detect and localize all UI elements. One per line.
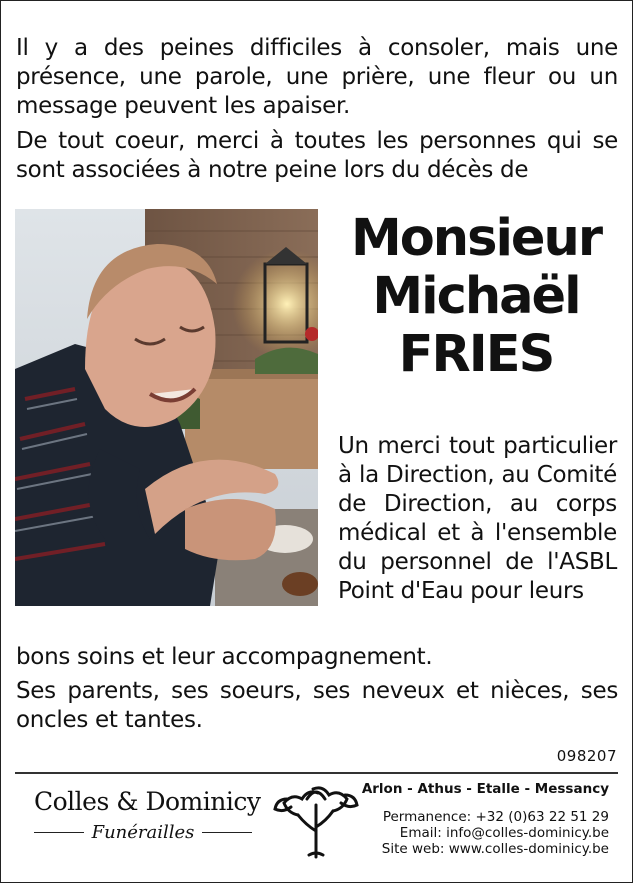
funeral-home-subtitle: Funérailles [91, 822, 195, 843]
funeral-home-subtitle-row [34, 822, 252, 843]
funeral-home-phone: Permanence: +32 (0)63 22 51 29 [382, 809, 609, 825]
footer-divider [15, 772, 618, 774]
deceased-name [340, 210, 612, 384]
intro-paragraph-2: De tout coeur, merci à toutes les personnes qui se sont associées à notre peine lors du décès de [16, 128, 618, 183]
portrait-photo [15, 209, 318, 606]
intro-paragraph-1: Il y a des peines difficiles à consoler, mais une présence, une parole, une prière, une fleur ou un message peuvent les apaiser. [16, 35, 618, 119]
subtitle-left-rule [34, 832, 84, 833]
reference-number: 098207 [556, 747, 617, 765]
subtitle-right-rule [202, 832, 252, 833]
thanks-paragraph: Un merci tout particulier à la Direction, au Comité de Direction, au corps médical et à l'ensemble du personnel de l'ASBL Point d'Eau pour leurs [338, 433, 617, 604]
funeral-home-towns: Arlon - Athus - Etalle - Messancy [361, 781, 609, 797]
deceased-last-name: FRIES [398, 325, 554, 384]
thanks-paragraph-end: bons soins et leur accompagnement. [16, 644, 433, 670]
funeral-home-contact [362, 781, 609, 857]
deceased-title: Monsieur [351, 209, 601, 268]
funeral-home-email: Email: info@colles-dominicy.be [399, 825, 609, 841]
funeral-home-logo-name: Colles & Dominicy [34, 787, 261, 816]
family-paragraph: Ses parents, ses soeurs, ses neveux et nièces, ses oncles et tantes. [16, 678, 618, 733]
funeral-home-website: Site web: www.colles-dominicy.be [381, 841, 609, 857]
deceased-first-name: Michaël [372, 267, 580, 326]
tree-logo-icon [271, 781, 361, 859]
